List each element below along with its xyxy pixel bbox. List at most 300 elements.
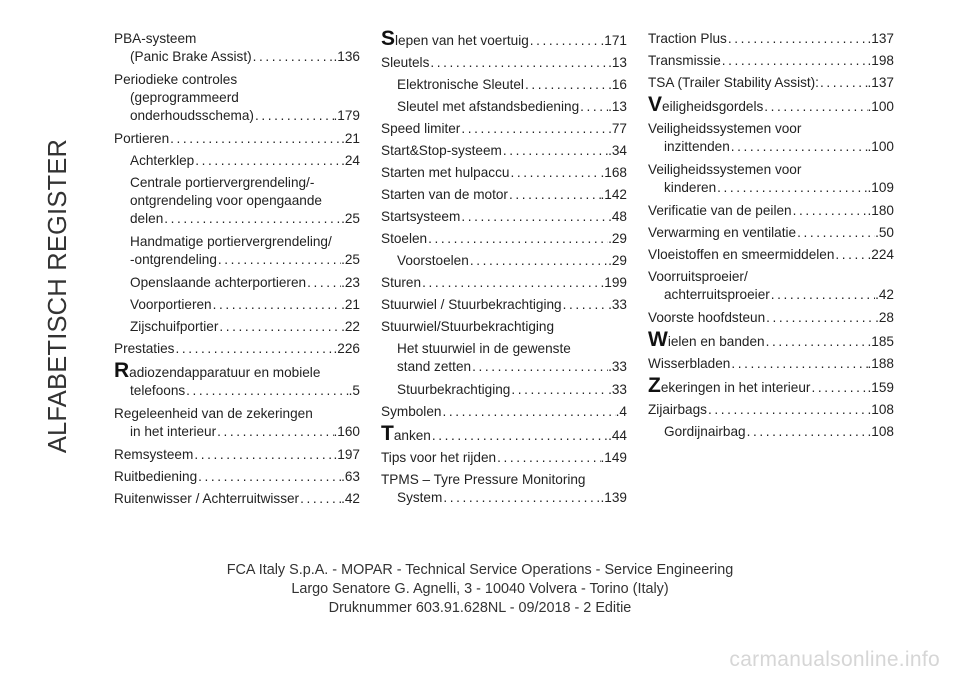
index-entry-row — [114, 130, 360, 148]
index-entry — [114, 130, 360, 148]
dot-leader — [469, 252, 608, 270]
watermark[interactable]: carmanualsonline.info — [729, 648, 940, 671]
index-entry — [648, 423, 894, 441]
footer-publisher: FCA Italy S.p.A. - MOPAR - Technical Service Operations - Service Engineering — [226, 562, 734, 578]
dot-leader — [442, 489, 600, 507]
entry-title — [381, 449, 496, 467]
index-entry — [648, 52, 894, 70]
dot-leader — [216, 423, 333, 441]
page-number: .4 — [615, 404, 627, 419]
entry-line — [114, 192, 360, 210]
dot-leader — [529, 32, 601, 50]
entry-text: Starten van de motor — [381, 187, 508, 202]
entry-text: Voorportieren — [130, 297, 212, 312]
index-entry — [381, 422, 627, 445]
entry-text: Start&Stop-systeem — [381, 143, 502, 158]
index-entry — [648, 120, 894, 156]
index-entry — [114, 446, 360, 464]
entry-text: Verificatie van de peilen — [648, 203, 792, 218]
entry-text: ekeringen in het interieur — [660, 380, 811, 395]
entry-title — [114, 340, 174, 358]
entry-text: Sleutel met afstandsbediening — [397, 99, 580, 114]
page-number: .33 — [608, 382, 627, 397]
dot-leader — [429, 54, 608, 72]
entry-text: Zijairbags — [648, 402, 707, 417]
index-entry-row — [114, 340, 360, 358]
index-entry-row — [114, 490, 360, 508]
entry-title — [381, 403, 441, 421]
index-entry-row — [114, 423, 360, 441]
entry-text: onderhoudsschema) — [130, 108, 254, 123]
entry-title — [114, 130, 169, 148]
dot-leader — [194, 152, 341, 170]
entry-title — [381, 296, 562, 314]
page-number: .139 — [600, 490, 627, 505]
index-entry-row — [114, 152, 360, 170]
index-entry-row — [114, 107, 360, 125]
entry-line — [381, 471, 627, 489]
index-entry — [381, 164, 627, 182]
dot-leader — [299, 490, 341, 508]
index-entry-row — [381, 274, 627, 292]
page-number: .188 — [867, 356, 894, 371]
page-number: .199 — [600, 275, 627, 290]
page-number: .160 — [333, 424, 360, 439]
dot-leader — [471, 358, 608, 376]
dot-leader — [431, 427, 608, 445]
dot-leader — [185, 382, 348, 400]
dot-leader — [174, 340, 333, 358]
entry-text: Sturen — [381, 275, 422, 290]
dot-leader — [163, 210, 341, 228]
index-entry — [648, 401, 894, 419]
page-number: .28 — [875, 310, 894, 325]
page-number: .100 — [867, 139, 894, 154]
index-entry-row — [381, 230, 627, 248]
entry-title — [397, 76, 524, 94]
entry-title — [130, 107, 254, 125]
entry-text: Het stuurwiel in de gewenste — [397, 341, 571, 356]
page-number: .108 — [867, 424, 894, 439]
entry-text: Voorste hoofdsteun — [648, 310, 766, 325]
entry-line — [114, 30, 360, 48]
entry-text: Wisserbladen — [648, 356, 731, 371]
side-title: ALFABETISCH REGISTER — [44, 138, 72, 454]
entry-text: lepen van het voertuig — [395, 33, 529, 48]
dot-leader — [496, 449, 600, 467]
index-entry — [114, 152, 360, 170]
entry-text: Stuurbekrachtiging — [397, 382, 511, 397]
page-number: .137 — [867, 31, 894, 46]
index-entry — [648, 328, 894, 351]
index-entry-row — [381, 208, 627, 226]
entry-text: -ontgrendeling — [130, 252, 217, 267]
dot-leader — [716, 179, 867, 197]
index-entry-row — [648, 374, 894, 397]
index-entry-row — [114, 274, 360, 292]
index-entry — [381, 98, 627, 116]
page-number: .16 — [608, 77, 627, 92]
entry-title — [381, 142, 502, 160]
entry-title — [648, 52, 721, 70]
entry-text: Stuurwiel / Stuurbekrachtiging — [381, 297, 562, 312]
entry-text: Speed limiter — [381, 121, 461, 136]
page-number: .13 — [608, 55, 627, 70]
page-number: .159 — [867, 380, 894, 395]
entry-title — [381, 120, 460, 138]
entry-text: Portieren — [114, 131, 170, 146]
entry-text: Verwarming en ventilatie — [648, 225, 797, 240]
page-number: .109 — [867, 180, 894, 195]
index-entry-row — [114, 210, 360, 228]
index-entry — [114, 274, 360, 292]
entry-text: in het interieur — [130, 424, 217, 439]
index-entry-row — [381, 449, 627, 467]
footer-address: Largo Senatore G. Agnelli, 3 - 10040 Volvera - Torino (Italy) — [291, 581, 669, 597]
entry-text: Achterklep — [130, 153, 195, 168]
entry-title — [397, 489, 442, 507]
entry-title — [397, 252, 469, 270]
page-number: .185 — [867, 334, 894, 349]
index-entry-row — [381, 252, 627, 270]
index-entry-row — [114, 296, 360, 314]
index-entry — [114, 340, 360, 358]
entry-text: telefoons — [130, 383, 186, 398]
index-entry — [381, 120, 627, 138]
entry-text: delen — [130, 211, 164, 226]
dot-leader — [765, 333, 868, 351]
dot-leader — [792, 202, 868, 220]
section-initial: T — [381, 422, 394, 445]
page-number: .100 — [867, 99, 894, 114]
entry-title — [648, 401, 707, 419]
index-entry-row — [648, 224, 894, 242]
footer-print-number: Druknummer 603.91.628NL - 09/2018 - 2 Editie — [328, 600, 632, 616]
entry-title — [648, 93, 764, 116]
index-entry — [114, 405, 360, 441]
page-number: .34 — [608, 143, 627, 158]
page-number: .197 — [333, 447, 360, 462]
entry-title — [664, 423, 746, 441]
entry-text: Startsysteem — [381, 209, 461, 224]
index-entry-row — [648, 355, 894, 373]
page-number: .137 — [867, 75, 894, 90]
entry-title — [648, 355, 730, 373]
entry-title — [130, 423, 216, 441]
entry-line — [114, 71, 360, 89]
index-entry-row — [648, 401, 894, 419]
dot-leader — [763, 98, 867, 116]
entry-text: Veiligheidssystemen voor — [648, 162, 802, 177]
dot-leader — [796, 224, 875, 242]
page-number: .136 — [333, 49, 360, 64]
page-number: .42 — [341, 491, 360, 506]
entry-title — [114, 468, 197, 486]
index-entry-row — [648, 74, 894, 92]
entry-text: Centrale portiervergrendeling/- — [130, 175, 315, 190]
dot-leader — [509, 164, 600, 182]
index-entry — [381, 449, 627, 467]
index-entry — [114, 468, 360, 486]
index-column-1 — [114, 30, 360, 512]
index-entry — [381, 403, 627, 421]
index-entry — [648, 374, 894, 397]
index-entry — [114, 318, 360, 336]
entry-text: (Panic Brake Assist) — [130, 49, 252, 64]
entry-text: Voorstoelen — [397, 253, 469, 268]
index-entry-row — [648, 52, 894, 70]
entry-title — [381, 422, 431, 445]
dot-leader — [254, 107, 334, 125]
index-entry-row — [114, 318, 360, 336]
entry-text: Stuurwiel/Stuurbekrachtiging — [381, 319, 555, 334]
dot-leader — [212, 296, 341, 314]
entry-title — [648, 374, 811, 397]
page-number: .24 — [341, 153, 360, 168]
entry-title — [381, 27, 529, 50]
page-number: .224 — [867, 247, 894, 262]
index-entry-row — [381, 381, 627, 399]
entry-text: Handmatige portiervergrendeling/ — [130, 234, 332, 249]
section-initial: V — [648, 93, 663, 116]
index-entry-row — [114, 468, 360, 486]
page-number: .226 — [333, 341, 360, 356]
entry-title — [130, 251, 217, 269]
page-number: .25 — [341, 252, 360, 267]
page-number: .21 — [341, 131, 360, 146]
index-entry-row — [114, 382, 360, 400]
dot-leader — [252, 48, 334, 66]
dot-leader — [765, 309, 875, 327]
index-entry — [648, 268, 894, 304]
entry-text: ontgrendeling voor opengaande — [130, 193, 322, 208]
index-entry — [381, 27, 627, 50]
entry-title — [648, 309, 765, 327]
page-number: .171 — [600, 33, 627, 48]
index-entry — [648, 309, 894, 327]
entry-text: stand zetten — [397, 359, 472, 374]
index-entry — [648, 30, 894, 48]
index-entry — [648, 355, 894, 373]
entry-title — [664, 286, 770, 304]
entry-title — [648, 74, 819, 92]
entry-line — [114, 405, 360, 423]
index-entry-row — [648, 328, 894, 351]
entry-title — [130, 274, 306, 292]
index-entry — [114, 490, 360, 508]
dot-leader — [730, 355, 867, 373]
entry-text: Ruitbediening — [114, 469, 198, 484]
index-entry — [381, 230, 627, 248]
entry-text: Ruitenwisser / Achterruitwisser — [114, 491, 300, 506]
dot-leader — [730, 138, 868, 156]
index-entry — [381, 340, 627, 376]
entry-title — [130, 318, 218, 336]
page-number: .63 — [341, 469, 360, 484]
dot-leader — [510, 381, 608, 399]
page-number: .198 — [867, 53, 894, 68]
entry-text: Stoelen — [381, 231, 428, 246]
entry-text: Traction Plus — [648, 31, 727, 46]
entry-title — [664, 179, 716, 197]
entry-line — [114, 359, 360, 382]
page-number: .29 — [608, 253, 627, 268]
index-entry — [381, 252, 627, 270]
entry-title — [397, 98, 579, 116]
dot-leader — [502, 142, 608, 160]
index-entry-row — [381, 142, 627, 160]
entry-text: (geprogrammeerd — [130, 90, 239, 105]
index-column-3 — [648, 30, 894, 445]
page-number: .23 — [341, 275, 360, 290]
entry-title — [397, 358, 471, 376]
index-entry-row — [648, 30, 894, 48]
index-entry — [648, 202, 894, 220]
entry-line — [114, 233, 360, 251]
dot-leader — [193, 446, 333, 464]
entry-text: TPMS – Tyre Pressure Monitoring — [381, 472, 586, 487]
index-entry-row — [381, 186, 627, 204]
index-entry — [381, 381, 627, 399]
section-initial: R — [114, 359, 130, 382]
index-entry — [114, 30, 360, 66]
entry-text: Openslaande achterportieren — [130, 275, 307, 290]
index-entry — [648, 224, 894, 242]
entry-title — [397, 381, 510, 399]
dot-leader — [579, 98, 608, 116]
entry-text: Veiligheidssystemen voor — [648, 121, 802, 136]
index-entry-row — [381, 54, 627, 72]
dot-leader — [721, 52, 868, 70]
dot-leader — [197, 468, 341, 486]
entry-line — [648, 268, 894, 286]
index-entry — [381, 142, 627, 160]
entry-title — [381, 318, 554, 336]
index-entry — [648, 161, 894, 197]
dot-leader — [427, 230, 608, 248]
index-entry — [114, 359, 360, 400]
entry-text: Sleutels — [381, 55, 430, 70]
dot-leader — [562, 296, 609, 314]
entry-text: Zijschuifportier — [130, 319, 219, 334]
index-entry — [381, 54, 627, 72]
page-number: .21 — [341, 297, 360, 312]
index-entry — [381, 318, 627, 336]
index-entry — [648, 246, 894, 264]
entry-text: anken — [393, 428, 431, 443]
index-entry — [114, 174, 360, 228]
index-entry-row — [648, 93, 894, 116]
entry-title — [648, 30, 727, 48]
entry-text: Periodieke controles — [114, 72, 238, 87]
page-number: .180 — [867, 203, 894, 218]
entry-title — [114, 446, 193, 464]
index-entry — [114, 296, 360, 314]
page-number: .77 — [608, 121, 627, 136]
dot-leader — [421, 274, 600, 292]
dot-leader — [746, 423, 868, 441]
entry-text: Vloeistoffen en smeermiddelen — [648, 247, 835, 262]
dot-leader — [770, 286, 875, 304]
index-entry — [381, 274, 627, 292]
entry-title — [381, 208, 460, 226]
entry-title — [648, 328, 765, 351]
index-entry-row — [381, 27, 627, 50]
page-number: .22 — [341, 319, 360, 334]
entry-text: Symbolen — [381, 404, 442, 419]
entry-title — [130, 296, 212, 314]
entry-text: Remsysteem — [114, 447, 194, 462]
index-entry-row — [648, 179, 894, 197]
dot-leader — [441, 403, 615, 421]
entry-title — [648, 202, 792, 220]
entry-title — [381, 274, 421, 292]
section-initial: W — [648, 328, 668, 351]
index-entry-row — [381, 120, 627, 138]
dot-leader — [169, 130, 341, 148]
index-entry-row — [648, 246, 894, 264]
dot-leader — [834, 246, 867, 264]
entry-text: Transmissie — [648, 53, 721, 68]
index-entry-row — [648, 202, 894, 220]
index-entry — [381, 76, 627, 94]
page-number: .13 — [608, 99, 627, 114]
index-entry — [381, 208, 627, 226]
page-number: .179 — [333, 108, 360, 123]
dot-leader — [727, 30, 868, 48]
entry-text: Voorruitsproeier/ — [648, 269, 748, 284]
entry-title — [114, 490, 299, 508]
entry-title — [381, 186, 508, 204]
dot-leader — [460, 120, 608, 138]
entry-text: Tips voor het rijden — [381, 450, 497, 465]
index-entry — [381, 186, 627, 204]
index-entry-row — [648, 138, 894, 156]
page-number: .48 — [608, 209, 627, 224]
dot-leader — [524, 76, 608, 94]
entry-title — [130, 210, 163, 228]
entry-text: achterruitsproeier — [664, 287, 770, 302]
entry-text: ielen en banden — [667, 334, 765, 349]
page-number: .149 — [600, 450, 627, 465]
section-initial: Z — [648, 374, 661, 397]
index-entry — [381, 471, 627, 507]
index-entry-row — [381, 296, 627, 314]
entry-text: TSA (Trailer Stability Assist): — [648, 75, 819, 90]
entry-line — [114, 174, 360, 192]
entry-title — [648, 224, 796, 242]
entry-text: inzittenden — [664, 139, 730, 154]
entry-title — [381, 230, 427, 248]
dot-leader — [218, 318, 341, 336]
index-entry-row — [114, 446, 360, 464]
entry-title — [130, 382, 185, 400]
entry-line — [114, 89, 360, 107]
index-entry-row — [381, 318, 627, 336]
entry-title — [130, 152, 194, 170]
index-entry — [114, 71, 360, 125]
dot-leader — [810, 379, 867, 397]
entry-text: adiozendapparatuur en mobiele — [129, 365, 321, 380]
index-entry-row — [381, 358, 627, 376]
page-number: .25 — [341, 211, 360, 226]
entry-line — [648, 161, 894, 179]
index-entry-row — [381, 403, 627, 421]
page-number: .42 — [875, 287, 894, 302]
entry-text: Elektronische Sleutel — [397, 77, 524, 92]
entry-text: eiligheidsgordels — [662, 99, 764, 114]
entry-title — [381, 164, 509, 182]
